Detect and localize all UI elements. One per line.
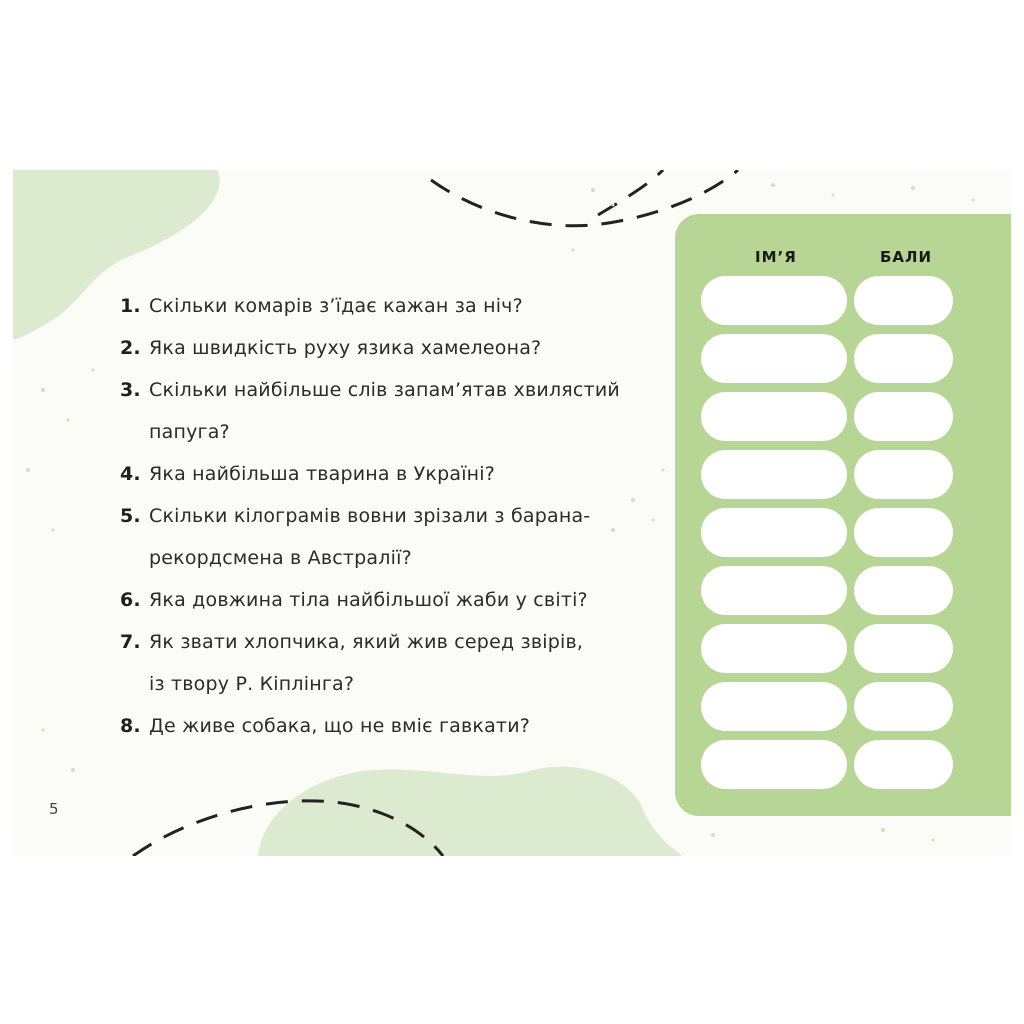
question-item — [120, 705, 660, 747]
score-field[interactable] — [854, 566, 953, 615]
score-column-header: БАЛИ — [880, 248, 933, 266]
question-number: 5. — [120, 505, 141, 527]
question-text: Яка довжина тіла найбільшої жаби у світі? — [149, 589, 588, 611]
table-row — [701, 276, 953, 325]
name-field[interactable] — [701, 392, 847, 441]
score-field[interactable] — [854, 740, 953, 789]
question-text: Де живе собака, що не вміє гавкати? — [149, 715, 531, 737]
table-row — [701, 334, 953, 383]
name-field[interactable] — [701, 508, 847, 557]
quiz-page — [13, 170, 1011, 856]
score-field[interactable] — [854, 624, 953, 673]
score-field[interactable] — [854, 392, 953, 441]
question-text: Скільки комарів з’їдає кажан за ніч? — [149, 295, 523, 317]
table-row — [701, 566, 953, 615]
question-item — [120, 327, 660, 369]
table-row — [701, 450, 953, 499]
table-row — [701, 508, 953, 557]
name-field[interactable] — [701, 682, 847, 731]
top-dashed-arc-2 — [598, 170, 663, 215]
table-row — [701, 682, 953, 731]
table-row — [701, 392, 953, 441]
question-item — [120, 285, 660, 327]
question-text: Яка найбільша тварина в Україні? — [149, 463, 496, 485]
question-text: Скільки кілограмів вовни зрізали з барана- рекордсмена в Австралії? — [149, 505, 591, 569]
question-text: Скільки найбільше слів запам’ятав хвилястий папуга? — [149, 379, 620, 443]
score-field[interactable] — [854, 508, 953, 557]
question-item — [120, 579, 660, 621]
question-item — [120, 621, 660, 705]
name-field[interactable] — [701, 334, 847, 383]
question-item — [120, 495, 660, 579]
score-rows — [701, 276, 953, 798]
question-number: 3. — [120, 379, 141, 401]
score-field[interactable] — [854, 450, 953, 499]
name-column-header: ІМ’Я — [755, 248, 797, 266]
page-number: 5 — [49, 800, 59, 818]
question-item — [120, 369, 660, 453]
name-field[interactable] — [701, 740, 847, 789]
question-text: Яка швидкість руху язика хамелеона? — [149, 337, 542, 359]
table-row — [701, 740, 953, 789]
score-field[interactable] — [854, 682, 953, 731]
name-field[interactable] — [701, 276, 847, 325]
question-number: 2. — [120, 337, 141, 359]
question-number: 7. — [120, 631, 141, 653]
bottom-blob — [258, 767, 683, 856]
name-field[interactable] — [701, 450, 847, 499]
question-list — [120, 285, 660, 747]
score-field[interactable] — [854, 334, 953, 383]
score-table — [675, 214, 1011, 816]
question-number: 1. — [120, 295, 141, 317]
question-number: 6. — [120, 589, 141, 611]
question-item — [120, 453, 660, 495]
question-number: 4. — [120, 463, 141, 485]
score-field[interactable] — [854, 276, 953, 325]
question-number: 8. — [120, 715, 141, 737]
name-field[interactable] — [701, 624, 847, 673]
question-text: Як звати хлопчика, який жив серед звірів, із твору Р. Кіплінга? — [149, 631, 584, 695]
name-field[interactable] — [701, 566, 847, 615]
table-row — [701, 624, 953, 673]
